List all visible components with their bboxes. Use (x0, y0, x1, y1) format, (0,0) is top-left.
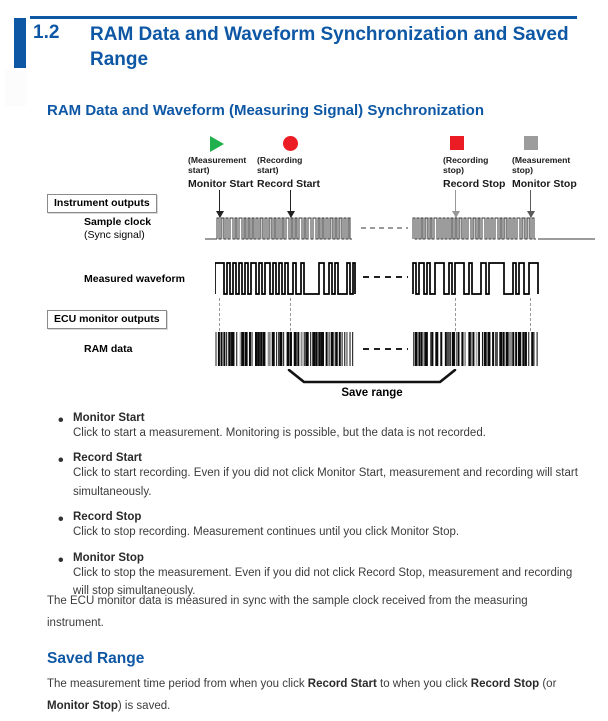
sample-clock-row-label (84, 216, 151, 241)
bullet-desc: Click to start a measurement. Monitoring is possible, but the data is not recorded. (73, 427, 486, 439)
text-part: (or (539, 678, 557, 690)
sample-clock-label: Sample clock (84, 216, 152, 228)
section-accent-bar (14, 18, 26, 68)
list-item (47, 452, 587, 501)
sync-paragraph: The ECU monitor data is measured in sync with the sample clock received from the measuring instrument. (47, 595, 528, 630)
saved-range-heading: Saved Range (47, 650, 145, 667)
save-range-bracket (287, 369, 457, 385)
record-stop-label: Record Stop (443, 178, 506, 190)
button-description-list (47, 412, 587, 610)
bullet-desc: Click to stop the measurement. Even if you did not click Record Stop, measurement and recording will stop simultaneously. (73, 566, 573, 597)
measured-waveform (215, 261, 540, 297)
monitor-stop-arrow-icon (530, 190, 531, 217)
ecu-monitor-outputs-box: ECU monitor outputs (47, 310, 167, 329)
text-part: to when you click (376, 678, 471, 690)
save-range-label: Save range (341, 387, 403, 399)
recording-stop-square-icon (450, 136, 464, 150)
record-start-label: Record Start (257, 178, 321, 190)
sample-clock-waveform (205, 215, 596, 242)
synchronization-subtitle: RAM Data and Waveform (Measuring Signal) Synchronization (47, 102, 484, 119)
text-part: ) is saved. (117, 700, 171, 713)
measurement-start-play-icon (210, 136, 224, 152)
marker-monitor-stop (512, 136, 584, 190)
monitor-start-paren: (Measurement start) (188, 155, 247, 175)
measured-waveform-label: Measured waveform (84, 273, 185, 285)
record-start-arrow-icon (290, 190, 291, 217)
page-edge-tab (5, 70, 26, 106)
marker-record-start (257, 136, 321, 190)
record-stop-bold: Record Stop (470, 678, 540, 690)
marker-record-stop (443, 136, 506, 190)
record-start-bold: Record Start (307, 678, 377, 690)
bullet-title: • Record Stop (73, 511, 142, 524)
instrument-outputs-box: Instrument outputs (47, 194, 157, 213)
record-start-paren: (Recording start) (257, 155, 303, 175)
bullet-title: • Monitor Start (73, 412, 145, 424)
section-number: 1.2 (33, 22, 60, 43)
header-rule (30, 16, 577, 19)
sync-connector-line (290, 298, 291, 331)
monitor-stop-label: Monitor Stop (512, 178, 577, 190)
ram-data-label: RAM data (84, 343, 133, 355)
sync-connector-line (530, 298, 531, 331)
list-item (47, 412, 587, 442)
timing-diagram (0, 130, 608, 412)
bullet-title: • Record Start (73, 452, 143, 465)
saved-range-paragraph (47, 673, 575, 718)
section-title: RAM Data and Waveform Synchronization and Saved Range (90, 24, 569, 70)
bullet-desc: Click to start recording. Even if you did not click Monitor Start, measurement and recording will start simultaneously. (73, 467, 578, 498)
marker-monitor-start (188, 136, 260, 190)
record-stop-arrow-icon (455, 190, 456, 217)
monitor-stop-paren: (Measurement stop) (512, 155, 571, 175)
bullet-title: • Monitor Stop (73, 551, 144, 564)
sync-connector-line (455, 298, 456, 331)
text-part: The measurement time period from when you click (47, 678, 308, 690)
monitor-start-arrow-icon (219, 190, 220, 217)
sync-connector-line (219, 298, 220, 331)
monitor-start-label: Monitor Start (188, 178, 254, 190)
record-stop-paren: (Recording stop) (443, 155, 489, 175)
sync-signal-label: (Sync signal) (84, 228, 145, 241)
measurement-stop-square-icon (524, 136, 538, 150)
ram-data-waveform (215, 331, 540, 367)
bullet-desc: Click to stop recording. Measurement continues until you click Monitor Stop. (73, 526, 460, 539)
monitor-stop-bold: Monitor Stop (47, 700, 118, 713)
recording-start-circle-icon (283, 136, 298, 151)
list-item (47, 511, 587, 541)
